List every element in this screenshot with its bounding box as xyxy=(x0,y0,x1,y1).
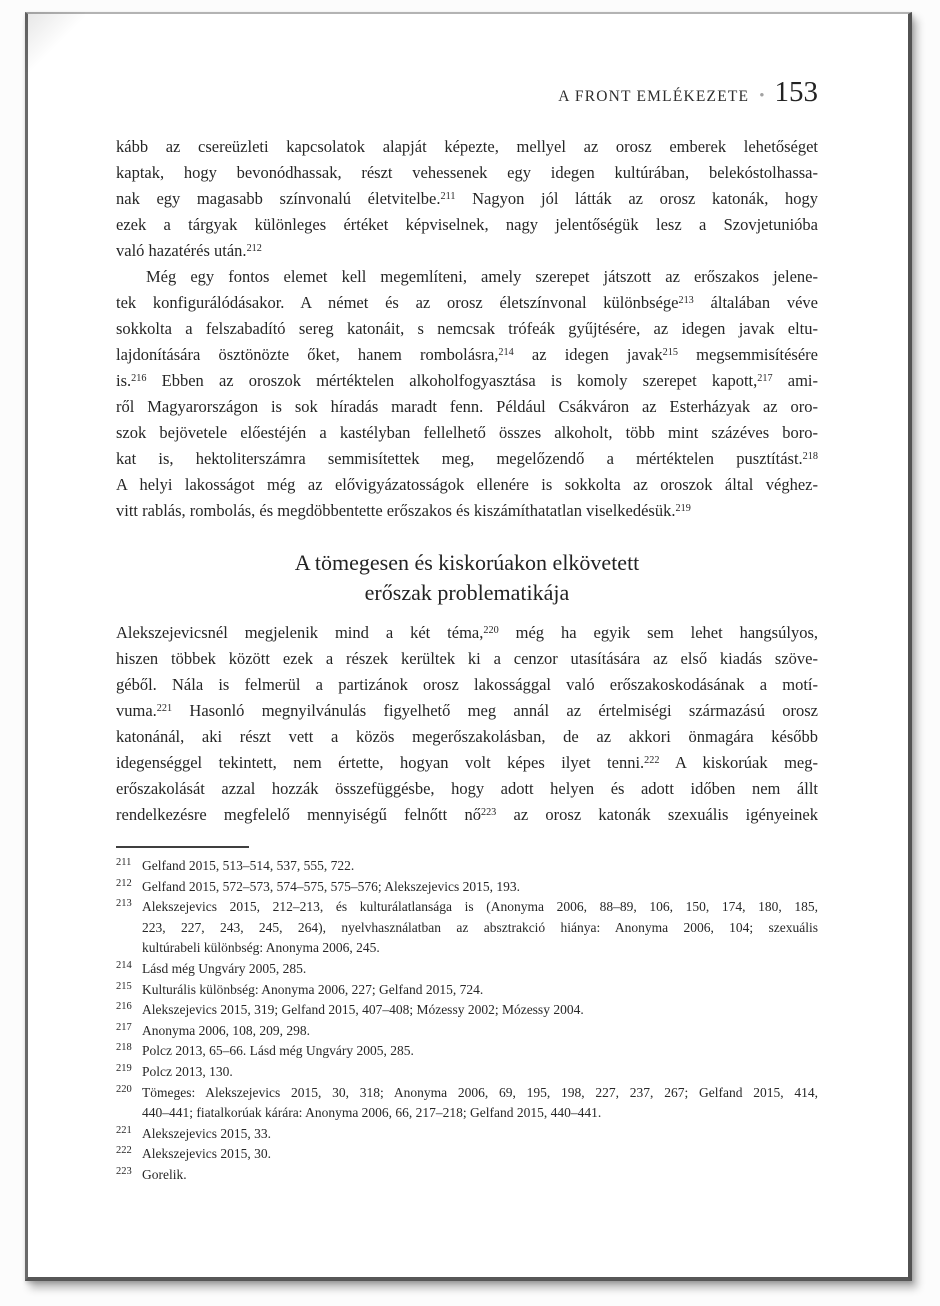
footnote-reference: 221 xyxy=(156,702,173,714)
footnote xyxy=(116,877,818,898)
footnote-line: 223, 227, 243, 245, 264), nyelvhasználatban az absztrakció hiánya: Anonyma 2006, 104; szexuális xyxy=(142,919,818,935)
footnote-reference: 223 xyxy=(480,806,497,818)
footnote-line: Gelfand 2015, 513–514, 537, 555, 722. xyxy=(142,858,355,873)
footnote xyxy=(116,897,818,959)
footnote-line: Alekszejevics 2015, 319; Gelfand 2015, 407–408; Mózessy 2002; Mózessy 2004. xyxy=(142,1002,584,1018)
footnote-reference: 218 xyxy=(802,450,818,462)
text-line: Alekszejevicsnél megjelenik mind a két téma,$^{220}$ még ha egyik sem lehet hangsúlyos, xyxy=(116,623,818,642)
footnote xyxy=(116,1124,818,1145)
footnote-reference: 215 xyxy=(662,346,678,358)
footnote-number: 214 xyxy=(116,959,132,971)
text-line: erőszakolását azzal hozzák összefüggésbe, hogy adott helyen és adott időben nem állt xyxy=(116,779,818,798)
page-content xyxy=(28,76,908,1186)
text-line: vitt rablás, rombolás, és megdöbbentette erőszakos és kiszámíthatatlan viselkedésük.$^{219}$ xyxy=(116,501,691,520)
text-line: Még egy fontos elemet kell megemlíteni, amely szerepet játszott az erőszakos jelene- xyxy=(146,267,818,286)
footnote-reference: 219 xyxy=(675,502,691,514)
body-paragraph xyxy=(116,620,818,828)
text-line: lajdonítására ösztönözte őket, hanem rombolásra,$^{214}$ az idegen javak$^{215}$ megsemmisítésére xyxy=(116,345,818,364)
footnote xyxy=(116,1083,818,1124)
footnote-line: Polcz 2013, 65–66. Lásd még Ungváry 2005, 285. xyxy=(142,1043,414,1059)
footnote xyxy=(116,1021,818,1042)
footnote-line: Alekszejevics 2015, 212–213, és kulturálatlansága is (Anonyma 2006, 88–89, 106, 150, 174, 180, 185, xyxy=(142,899,818,915)
footnote-number: 212 xyxy=(116,877,132,889)
body-text-bottom xyxy=(116,620,818,828)
header-bullet-icon: • xyxy=(759,88,765,104)
footnote xyxy=(116,856,818,877)
body-paragraph xyxy=(116,264,818,524)
footnote xyxy=(116,1041,818,1062)
footnote-reference: 217 xyxy=(757,372,773,384)
text-line: katonánál, aki részt vett a közös megerőszakolásban, de az akkori önmagára később xyxy=(116,727,818,746)
footnote xyxy=(116,959,818,980)
text-line: hiszen többek között ezek a részek kerültek ki a cenzor utasítására az első kiadás szöve- xyxy=(116,649,818,668)
body-paragraph xyxy=(116,134,818,264)
footnote-number: 216 xyxy=(116,1001,132,1013)
text-line: kább az csereüzleti kapcsolatok alapját képezte, mellyel az orosz emberek lehetőséget xyxy=(116,137,818,156)
footnote xyxy=(116,1144,818,1165)
footnote-number: 220 xyxy=(116,1083,132,1095)
footnote-line: kultúrabeli különbség: Anonyma 2006, 245. xyxy=(142,940,380,956)
footnote-line: 440–441; fiatalkorúak kárára: Anonyma 2006, 66, 217–218; Gelfand 2015, 440–441. xyxy=(142,1105,602,1121)
footnote-line: Polcz 2013, 130. xyxy=(142,1063,233,1079)
footnote-line: Alekszejevics 2015, 30. xyxy=(142,1146,271,1162)
footnote-reference: 211 xyxy=(440,190,456,202)
section-heading-line: erőszak problematikája xyxy=(364,580,570,605)
footnote xyxy=(116,980,818,1001)
text-line: szok bejövetele előestéjén a kastélyban fellelhető összes alkoholt, több mint százéves boro- xyxy=(116,423,818,442)
footnote-reference: 213 xyxy=(678,294,694,306)
text-line: kat is, hektoliterszámra semmisítettek meg, megelőzendő a mértéktelen pusztítást.$^{218}$ xyxy=(116,449,818,468)
text-line: kaptak, hogy bevonódhassak, részt vehessenek egy idegen kultúrában, belekóstolhassa- xyxy=(116,163,818,182)
footnote-number: 215 xyxy=(116,980,132,992)
page-number: 153 xyxy=(774,76,818,108)
footnote-line: Alekszejevics 2015, 33. xyxy=(142,1125,271,1141)
text-line: idegenséggel tekintett, nem értette, hogyan volt képes ilyet tenni.$^{222}$ A kiskorúak meg- xyxy=(116,753,818,772)
footnote-number: 217 xyxy=(116,1021,132,1033)
footnote-number: 222 xyxy=(116,1145,132,1157)
section-heading-line: A tömegesen és kiskorúakon elkövetett xyxy=(294,550,640,575)
footnote-reference: 214 xyxy=(498,346,514,358)
footnote xyxy=(116,1000,818,1021)
footnotes-block xyxy=(116,856,818,1186)
text-line: ezek a tárgyak különleges értéket képviselnek, nagy jelentőségük lesz a Szovjetunióba xyxy=(116,215,818,234)
footnote-separator-rule xyxy=(116,846,249,848)
text-line: rendelkezésre megfelelő mennyiségű felnőtt nő$^{223}$ az orosz katonák szexuális igényeinek xyxy=(116,805,818,824)
text-line: vuma.$^{221}$ Hasonló megnyilvánulás figyelhető meg annál az értelmiségi származású orosz xyxy=(116,701,818,720)
footnote-reference: 220 xyxy=(483,624,499,636)
footnote-number: 218 xyxy=(116,1042,132,1054)
footnote-number: 219 xyxy=(116,1062,132,1074)
footnote-line: Lásd még Ungváry 2005, 285. xyxy=(142,960,307,976)
footnote-line: Tömeges: Alekszejevics 2015, 30, 318; Anonyma 2006, 69, 195, 198, 227, 237, 267; Gelfand 2015, 414, xyxy=(142,1084,818,1100)
section-heading xyxy=(116,548,818,608)
running-header xyxy=(116,76,818,112)
running-title: A FRONT EMLÉKEZETE xyxy=(558,88,750,105)
text-line: A helyi lakosságot még az elővigyázatosságok ellenére is sokkolta az oroszok által véghez- xyxy=(116,475,818,494)
footnote-line: Kulturális különbség: Anonyma 2006, 227; Gelfand 2015, 724. xyxy=(142,981,484,997)
text-line: tek konfigurálódásakor. A német és az orosz életszínvonal különbsége$^{213}$ általában véve xyxy=(116,293,818,312)
footnote-number: 211 xyxy=(116,857,132,868)
book-page xyxy=(25,12,912,1281)
body-text-top xyxy=(116,134,818,524)
footnote xyxy=(116,1165,818,1186)
footnote-number: 223 xyxy=(116,1165,132,1177)
text-line: géből. Nála is felmerül a partizánok orosz lakossággal való erőszakoskodásának a motí- xyxy=(116,675,818,694)
footnote-line: Gelfand 2015, 572–573, 574–575, 575–576; Alekszejevics 2015, 193. xyxy=(142,878,520,894)
text-line: ről Magyarországon is sok híradás maradt fenn. Például Csákváron az Esterházyak az oro- xyxy=(116,397,818,416)
footnote-line: Anonyma 2006, 108, 209, 298. xyxy=(142,1022,310,1038)
text-line: sokkolta a felszabadító sereg katonáit, s nemcsak trófeák gyűjtésére, az idegen javak eltu- xyxy=(116,319,818,338)
footnote-line: Gorelik. xyxy=(142,1166,187,1182)
footnote xyxy=(116,1062,818,1083)
footnote-reference: 212 xyxy=(246,242,262,254)
text-line: is.$^{216}$ Ebben az oroszok mértéktelen alkoholfogyasztása is komoly szerepet kapott,$^{217}$ ami- xyxy=(116,371,818,390)
footnote-number: 213 xyxy=(116,898,132,910)
footnote-reference: 216 xyxy=(131,372,147,384)
text-line: való hazatérés után.$^{212}$ xyxy=(116,241,262,260)
footnote-reference: 222 xyxy=(644,754,660,766)
text-line: nak egy magasabb színvonalú életvitelbe.$^{211}$ Nagyon jól látták az orosz katonák, hogy xyxy=(116,189,818,208)
footnote-number: 221 xyxy=(116,1124,132,1136)
